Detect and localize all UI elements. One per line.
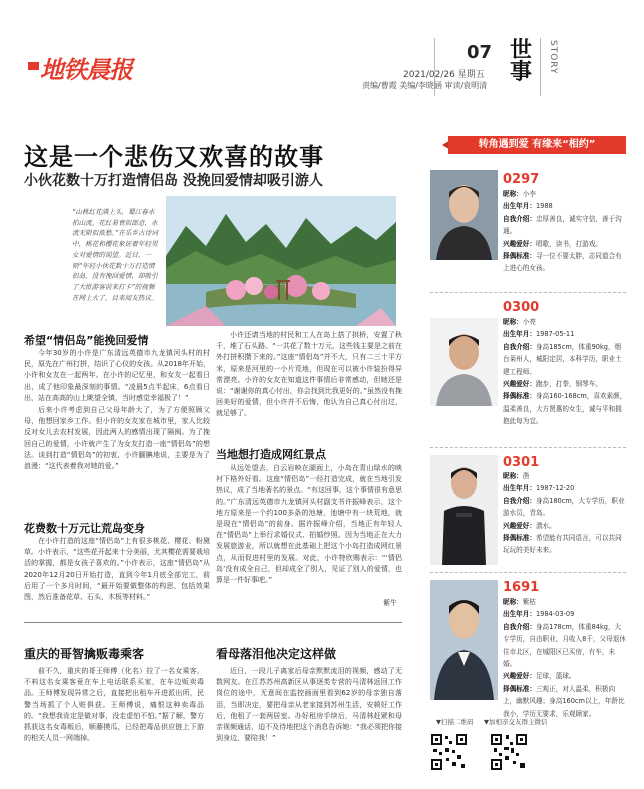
issue-date: 2021/02/26 星期五 [403,70,485,80]
section-divider [540,38,541,96]
article-paragraph: 今年30岁的小许是广东清远英德市九龙镇河头村的村民，原先在广州打拼，结识了心仪的女孩。从2018年开始，小许和女友在一起两年。在小许的记忆里，和女友一起看日出，成了他印象最深刻的事情。“凌晨5点半起床，6点看日出，站在高高的山上眺望全镇，当时感觉幸福极了！” [24,349,210,402]
article-paragraph: 在小许打造的这座“情侣岛”上有很多桃花、樱花、粉黛草。小许表示，“这些花开起来十分美丽，尤其樱花需要栽培活的掌握，都是女孩子喜欢的。”小许表示，这座“情侣岛”从2020年12月20日开始打造，直到今年1月底全部完工，前后用了一个多月时间，“最开始要做整体的构思，包括效果图，然后准备花草、石头、木板等材料。” [24,537,210,602]
newspaper-logo [28,50,176,84]
profile-line: 昵称：小李 [503,190,536,198]
dating-banner: 转角遇到爱 有缘来“相约” [448,136,626,154]
profile-line: 出生年月：1988 [503,202,553,211]
profile-photo [430,580,498,700]
profile-divider [430,572,626,573]
qr-label-left: ▼扫描二维码 [436,718,474,726]
island-photo [166,196,396,326]
bottom-left-headline: 重庆的哥智擒贩毒乘客 [24,647,145,661]
profile-divider [430,292,626,293]
profile-details: 昵称：小亮 出生年月：1987-05-11 自我介绍：身高185cm，体重90kg，烟台莱州人，城阳定居，本科学历，职业土建工程师。 兴趣爱好：跑步，打拳，钢琴车。 择偶标准：身高160-168cm，喜欢素颜，温柔善良，大方贤惠的女生，诚与平和拥抱此每为宜。 [503,318,627,426]
bottom-left-text: 前不久，重庆的哥王师傅（化名）拉了一名女乘客，不料这名女乘客竟在车上电话联系买家，在车边贩卖毒品。王师傅发现异常之后，直接把出租车开进派出所，民警当场抓了个人赃俱获。王师傅说，痛恨这种卖毒品的。“我想我肯定是做对事，没走虚怕不怕。”据了解，警方抓获这名女毒贩后，顺藤摸瓜，已经把毒品供应链上下游的相关人员一网端掉。 [24,667,204,743]
section-title: 世事 [510,38,533,85]
bottom-right-headline: 看母落泪他决定这样做 [216,647,337,661]
bottom-divider [24,622,402,623]
article-paragraph: 从远处望去，白云岩映在湖面上，小岛在青山绿水的映衬下格外好看。这座“情侣岛”一经打造完成，就在当地引发热议，成了当地著名的景点。“有这回事，这个事情很有意思的。”广东清远英德市九龙镇河头村副支书许振峰表示，这个地方原来是一个约100多条的池塘，池塘中有一块荒地，就是现在“情侣岛”的前身。据许振峰介绍，当地正有年轻人在“情侣岛”上举行求婚仪式、拍婚纱照。因为当地正在大力发展旅游业，所以就想在此基础上把这个小岛打造成网红景点，从而促进村里的发展。对此，小许特欣赐表示：“‘情侣岛’没有成全自己，但却成全了别人，见证了别人的爱情，也算是一件好事吧。” [216,464,402,585]
bottom-right-text: 近日，一段儿子离家后母亲默默流泪的视频，感动了无数网友。在江苏苏州高新区从事逐类专营的马清林返回工作岗位的途中，无意间在监控画面里看到62岁的母亲独自落泪，当即决定，要把母亲从老家接到苏州生活，安顿好工作后，他租了一套两居室。办好租房手续后，马清林赶紧和母亲视频通话，迫不及待地把这个消息告诉她：“我必须把你接到身边，要陪我！” [216,667,402,743]
profile-details: 昵称：凿 出生年月：1987-12-20 自我介绍：身高180cm，大专学历，职业游水员，青岛。 兴趣爱好：潜水。 择偶标准：希望能有共同语言，可以共同玩玩的美好未来。 [503,472,625,555]
lead-quote: “山桃红花满上头，蜀江春水拍山流。花红易衰似郎意，水流无限似侬愁。”在乐乡古诗词中，桃花和樱花象征着年轻男女对爱情的渴望。近日，一则“年轻小伙花数十万打造情侣岛，没有挽回爱情，却吸引了大批游客前来打卡”的视频在网上火了，目来阅友热议。 [72,208,158,302]
profile-line: 兴趣爱好：唱歌，读书，打游戏。 [503,239,602,248]
profile-number: 0297 [503,172,540,187]
profile-number: 1691 [503,580,540,595]
section-heading-2: 花费数十万元让荒岛变身 [24,522,145,535]
profile-details [503,188,627,275]
main-headline: 这是一个悲伤又欢喜的故事 [24,143,324,171]
editor-credits: 责编/曹霞 美编/李晓涵 审读/袁明清 [362,81,488,90]
profile-photo [430,170,498,260]
profile-photo [430,318,498,406]
byline: 紫牛 [383,599,397,607]
section-heading-1: 希望“情侣岛”能挽回爱情 [24,334,149,347]
logo-text: 地铁晨报 [40,56,132,84]
qr-code-right[interactable] [490,733,528,771]
profile-photo [430,455,498,565]
article-paragraph: 小许还请当地的村民和工人在岛上搭了拱桥，安置了秋千，堆了石头路。“一共花了数十万元，这些钱主要是之前在外打拼积攒下来的。”这座“情侣岛”并不大，只有二三十平方米，原来是河里的一小片荒地，但现在可以被小许装扮得异常漂亮。小许的女友在知道这件事情后非常感动，但她还是说：“谢谢你的真心付出，你会找到比我更好的。”虽然没有挽回美好的爱情，但小许并不后悔，他认为自己真心付出过，就足够了。 [216,331,402,418]
section-title-en: STORY [548,40,558,75]
profile-number: 0300 [503,300,540,315]
section-heading-3: 当地想打造成网红景点 [216,448,326,461]
profile-line: 自我介绍：忠厚善良，诚实守信，善于沟通。 [503,214,622,236]
page-number: 07 [467,42,493,63]
profile-divider [430,447,626,448]
qr-code-left[interactable] [430,733,468,771]
profile-details: 昵称：紫枯 出生年月：1984-03-09 自我介绍：身高178cm，体重84kg，大专学历，自由职业，月收入8千，父母退休住市北区，在城阳区已买房，有车，未婚。 兴趣爱好：足球，篮球。 择偶标准：三观正，对人温柔，积极向上，幽默风趣；身高160cm以上，年龄比我小，学历无要求，乐观顾家。 [503,598,626,718]
profile-line: 择偶标准：寻一位不要太胖，志同道合有上进心的女孩。 [503,252,622,273]
qr-label-right: ▼加相亲交友群主微信 [484,718,548,726]
main-subhead: 小伙花数十万打造情侣岛 没挽回爱情却吸引游人 [24,173,323,189]
article-paragraph: 后来小许考虑到自己父母年龄大了，为了方便照顾父母，他想回家乡工作。但小许的女友家在城市里，家人比较反对女儿去农村发展，因此两人的感情出现了隔阂。为了挽回自己的爱情，小许就产生了为女友打造一座“情侣岛”的想法。谈到打造“情侣岛”的初衷，小许腼腆地说，主要是为了浪漫：“这代表着我对她的爱。” [24,406,210,471]
profile-number: 0301 [503,455,540,470]
